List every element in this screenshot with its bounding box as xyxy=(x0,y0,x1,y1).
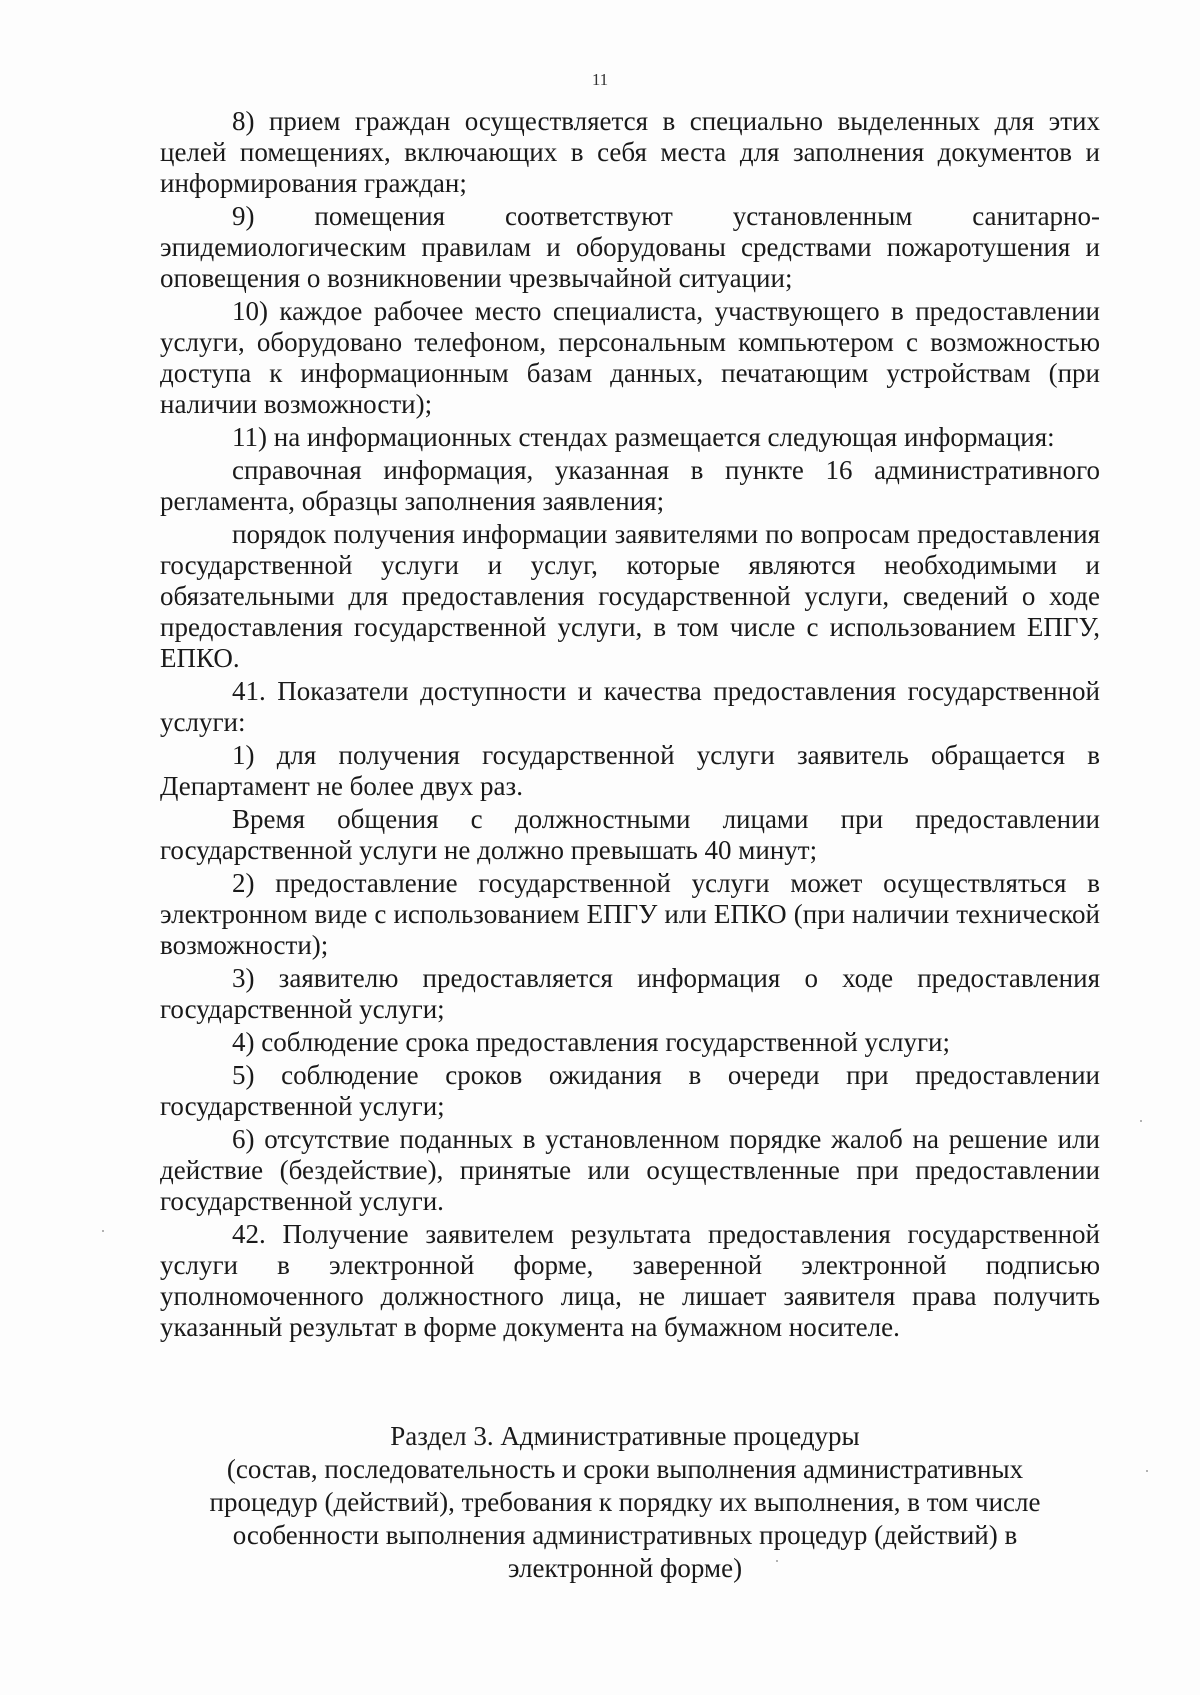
paragraph-reference-info: справочная информация, указанная в пункте 16 административного регламента, образцы заполнения заявления; xyxy=(160,455,1100,516)
section-subtitle-line: электронной форме) xyxy=(507,1553,743,1583)
paragraph-info-procedure: порядок получения информации заявителями по вопросам предоставления государственной услуги и услуг, которые являются необходимыми и обязательными для предоставления государственной услуги, сведений о ходе предоставления государственной услуги, в том числе с использованием ЕПГУ, ЕПКО. xyxy=(160,519,1100,673)
paragraph-item-9: 9) помещения соответствуют установленным санитарно-эпидемиологическим правилам и оборудованы средствами пожаротушения и оповещения о возникновении чрезвычайной ситуации; xyxy=(160,201,1100,293)
body-text xyxy=(160,106,1100,1345)
scan-speck xyxy=(776,1560,778,1562)
paragraph-clause-42: 42. Получение заявителем результата предоставления государственной услуги в электронной форме, заверенной электронной подписью уполномоченного должностного лица, не лишает заявителя права получить указанный результат в форме документа на бумажном носителе. xyxy=(160,1219,1100,1342)
paragraph-indicator-2: 2) предоставление государственной услуги может осуществляться в электронном виде с использованием ЕПГУ или ЕПКО (при наличии технической возможности); xyxy=(160,868,1100,960)
section-subtitle-line: процедур (действий), требования к порядку их выполнения, в том числе xyxy=(209,1487,1041,1517)
paragraph-communication-time: Время общения с должностными лицами при предоставлении государственной услуги не должно превышать 40 минут; xyxy=(160,804,1100,865)
section-title: Раздел 3. Административные процедуры xyxy=(390,1421,860,1451)
scan-speck xyxy=(1146,1470,1148,1472)
paragraph-indicator-3: 3) заявителю предоставляется информация о ходе предоставления государственной услуги; xyxy=(160,963,1100,1024)
scan-speck xyxy=(1140,1120,1142,1122)
paragraph-item-11: 11) на информационных стендах размещается следующая информация: xyxy=(232,422,1055,452)
paragraph-indicator-1: 1) для получения государственной услуги заявитель обращается в Департамент не более двух раз. xyxy=(160,740,1100,801)
page-number: 11 xyxy=(591,70,609,89)
paragraph-item-8: 8) прием граждан осуществляется в специально выделенных для этих целей помещениях, включающих в себя места для заполнения документов и информирования граждан; xyxy=(160,106,1100,198)
paragraph-indicator-6: 6) отсутствие поданных в установленном порядке жалоб на решение или действие (бездействие), принятые или осуществленные при предоставлении государственной услуги. xyxy=(160,1124,1100,1216)
section-heading xyxy=(190,1420,1060,1585)
paragraph-item-10: 10) каждое рабочее место специалиста, участвующего в предоставлении услуги, оборудовано телефоном, персональным компьютером с возможностью доступа к информационным базам данных, печатающим устройствам (при наличии возможности); xyxy=(160,296,1100,419)
scan-speck xyxy=(102,1230,104,1232)
section-subtitle-line: особенности выполнения административных процедур (действий) в xyxy=(232,1520,1018,1550)
paragraph-indicator-5: 5) соблюдение сроков ожидания в очереди при предоставлении государственной услуги; xyxy=(160,1060,1100,1121)
paragraph-indicator-4: 4) соблюдение срока предоставления государственной услуги; xyxy=(232,1027,951,1057)
section-subtitle-line: (состав, последовательность и сроки выполнения административных xyxy=(226,1454,1024,1484)
paragraph-clause-41: 41. Показатели доступности и качества предоставления государственной услуги: xyxy=(160,676,1100,737)
